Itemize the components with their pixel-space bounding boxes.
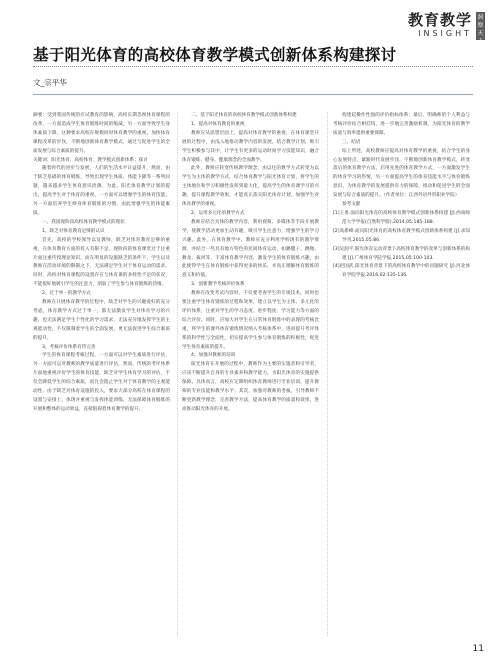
paragraph: 此外，教师应转变传统教学理念，由以往的教学方式转变为以学生为主体的教学方式，结合体育教学与阳光体育计划，将学生的主体地位和学习积极性发挥到最大化，提高学生的体育课学习的兴趣，提升课程教学效果，才能真正落实阳光体育计划，加强学生对体育教学的重视。 — [182, 166, 319, 208]
paragraph: 教师应结合具体的教学内容，利用视频、多媒体等手段开展教学，使教学活动更加生动有趣，吸引学生注意力，增强学生的学习兴趣。此外，在体育教学中，教师应充分利用学校现有的教学资源，并结合一些具有地方特色的民间体育运动，如踢毽子、跳绳、舞龙、拔河等，丰富体育教学内容，激发学生的体育锻炼兴趣，由此使得学生在体育锻炼中获得更多的快乐，并真正理解体育锻炼的意义和价值。 — [182, 219, 319, 279]
text-column-1 — [33, 112, 170, 415]
paragraph: 教师在开展体育教学的过程中，缺乏对学生的兴趣爱好的充分考虑，体育教学方式过于单一，都无法激发学生对体育学习的兴趣，也无法满足学生个性化的学习需求，无法充分地发挥学生的主观能动性，不仅限制着学生的全面发展，更无法促进学生综合素质的提升。 — [33, 300, 170, 341]
keywords: 关键词：阳光体育；高校体育；教学模式创新体系；探讨 — [33, 157, 148, 163]
reference-item: [2]高新峰.面向阳光体育的高校体育教学模式创新体系构建 [J].求知导刊,2015,05:86. — [333, 228, 470, 243]
subsection-heading: 1、缺乏对体育教育足够的认识 — [42, 228, 105, 234]
reference-list — [333, 210, 470, 281]
text-column-3 — [333, 112, 470, 281]
references-heading: 参考文献 — [342, 202, 361, 208]
subsection-heading: 3、考核评价体系有待完善 — [42, 344, 96, 350]
journal-name-en: INSIGHT — [418, 29, 472, 38]
author-line: 文_宗平华 — [33, 78, 67, 87]
section-tag: 洞察天下 — [477, 14, 484, 45]
title-divider — [33, 66, 473, 67]
brand-text — [408, 12, 472, 39]
reference-item: [1]王勇.面向阳光体育的高校体育教学模式创新体系构建 [J].西南师范大学学报(自然科学版),2014,05:185-188. — [333, 210, 470, 225]
journal-name-cn: 教育教学 — [407, 11, 472, 29]
paragraph: 阳光体育在开展的过程中，教师作为主要的实施者和引导者，应该不断提升自身的专业素养和教学能力，为阳光体育的实施提供保障。具体而言，高校应定期组织体育教师进行专业培训，提升教师的专业技能和教学水平；其次，加强对教师的考核，引导教师不断更新教学理念，完善教学方法，提高体育教学的质量和效果，进而推动阳光体育的开展。 — [182, 362, 319, 412]
paragraph: 学生的体育课程考核过程，一方面可以对学生素质进行评估，另一方面可以对教师的教学质量进行评估，然而，传统的考评体系片面地重视评价学生的体育技能，缺乏对学生体育学习的评估，不仅会降低学生的综合素质，而且会阻止学生对于体育教学的主观能动性。由于缺乏对体育设施的投入，要求大部分高校在体育课程的设置与安排上，体现并重视与发挥体能训练，无法保障体育锻炼的开展和整体的运动效益，直接阻碍着体育教学的提升。 — [33, 353, 170, 412]
reference-item: [4]赵国武.阳光体育背景下的高校体育教学中的问题研究 [J].河北体育学院学报,2016,02:135-136. — [333, 264, 470, 279]
paragraph: 首先，高校的学校领导以及教师，缺乏对体育教育足够的重视，在体育教育方面的投入有限不足。现阶段的体育课堂过于注重片面注重传授理论知识，而在明显的设施缺乏的条件下，学生以及教师在活动环境的限制之下，无法满足学生对于体育运动的需求。同时，高校对体育课程的设置存在与体育课的多样性不足的状况，不能很好地吸引学生的注意力，削弱了学生参与体育锻炼的热情。 — [33, 237, 170, 288]
section-heading: 一、我国现阶段高校体育教学模式的现状 — [42, 219, 125, 225]
article-title: 基于阳光体育的高校体育教学模式创新体系构建探讨 — [33, 46, 397, 64]
text-column-2 — [182, 112, 319, 415]
subsection-heading: 3、创新教学考核评价体系 — [191, 282, 245, 288]
reference-item: [3]吴润平.阳光体育运动背景下高校体育教学的改革与创新体系的构建 [J].广州体育学院学报,2015,05:100-103. — [333, 246, 470, 261]
paragraph: 教师应从思想层面上，提高对体育教学的重视，在体育课堂开展的过程中，由浅入地推动教学内容的发展，结合教学计划，吸引学生积极参与其中，让学生有更多的运动时间学习技能知识，融合体育锻炼、健身、健康理念的全面教学。 — [182, 130, 319, 163]
subsection-heading: 1、提高对体育教育的重视 — [191, 121, 245, 127]
section-heading: 二、基于阳光体育的高校体育教学模式创新体系构建 — [191, 113, 297, 118]
section-heading: 三、结语 — [342, 139, 361, 145]
subsection-heading: 2、运用多元化的教学方式 — [191, 210, 245, 216]
paragraph: 教师在改变考试内容时，不仅要考查学生的专项技术，同时也要注重学生体育锻炼的过程和效果，建立以学生为主体、多元化的评价体系，注重对学生的学习态度、进步程度、学习能力等方面的综合评价。同时，应加大对学生在日常体育锻炼中的表现的考核比重，将学生的课外体育锻炼情况纳入考核体系中，进而提升考评体系的科学性与全面性，切实提高学生参与体育锻炼的积极性，促进学生体育素质的提升。 — [182, 291, 319, 350]
paragraph: 随着时代的进步与发展，人们的生活水平日益提升，然而，由于缺乏基础的体育锻炼，导致出现学生体质、体能下降等一系列问题，越来越多学生体育意识淡薄。为此，阳光体育教学计划的提出，提高学生对于体育的重视，一方面可以增强学生的体育技能，另一方面培养学生终身体育锻炼的习惯，由此增强学生的体能素质。 — [33, 166, 170, 216]
paragraph: 综上所述，高校教师应提高对体育教学的重视，结合学生的身心发展特点，紧跟时代发展步伐，不断地创新体育教学模式，转变落后的体育教学方法，启用先进的体育教学方式，一方面激发学生的体育学习的热情，另一方面提高学生的体育技能水平与体育锻炼意识，为体育教学的发展提供有力的保障，推动和促进学生的全面发展与综合素质的提升。（作者单位：江西外语外贸职业学院） — [333, 148, 470, 199]
subsection-heading: 2、过于单一的教学方式 — [42, 291, 91, 297]
journal-brand — [407, 11, 485, 45]
paragraph: 构建起操作性强的评价指标体系；最后，明确师的个人利益与考核评价结合相挂钩，进一步地完善激励机制，为阳光体育的教学质量与效率提供重要保障。 — [333, 113, 470, 136]
author-divider — [33, 94, 473, 95]
abstract: 摘要：受到我国传统的应试教育的影响，高校长期忽视体育课程的改革，一方面造成学生体育锻炼时间的缩减，另一方面导致学生身体素质下降，这种要求高校在规模同时体育教学的重视，加快体育课程改革的步伐，不断地创新体育教学模式，通过与促进学生的全面发展与综合素质的提升。 — [33, 113, 170, 154]
column-divider — [177, 112, 178, 637]
page-number: 11 — [472, 644, 484, 654]
subsection-heading: 4、加强对教师的培训 — [191, 353, 236, 359]
column-divider — [327, 112, 328, 637]
